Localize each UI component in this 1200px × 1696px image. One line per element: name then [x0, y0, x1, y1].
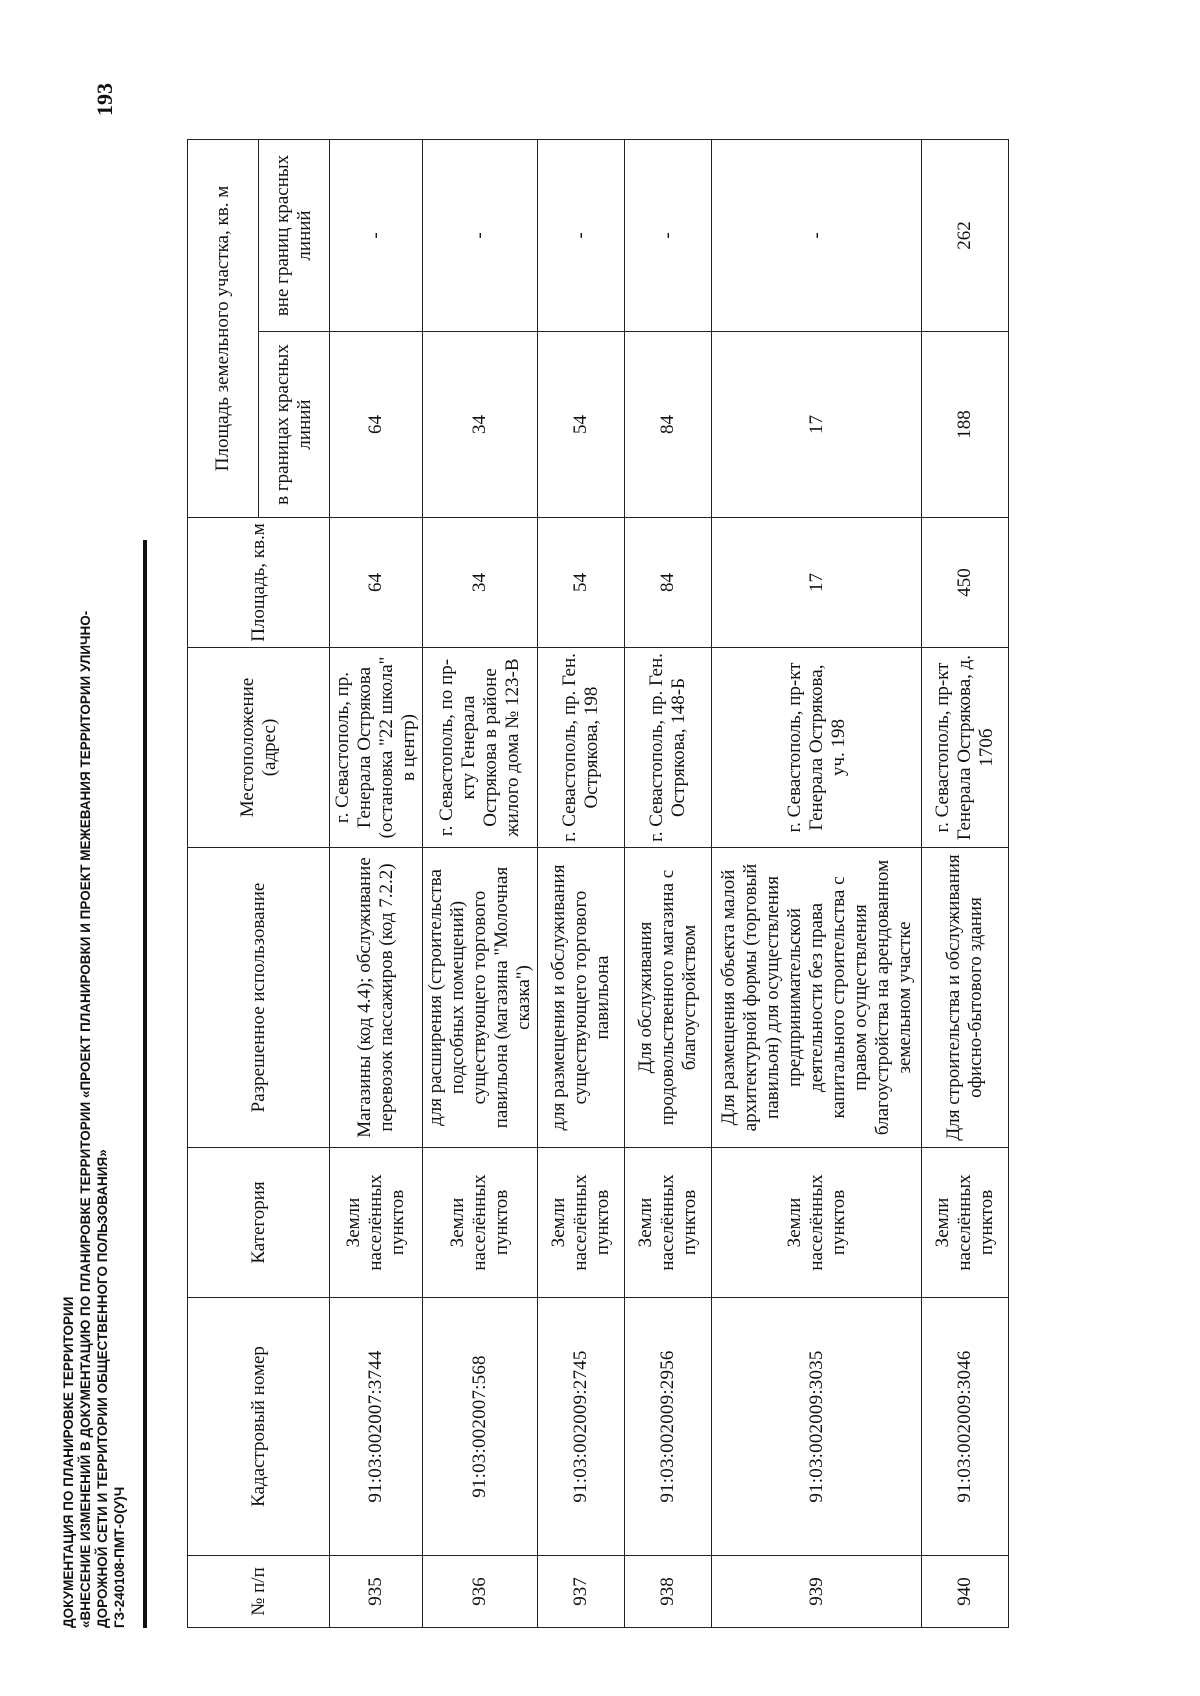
cell-use: Для строительства и обслуживания офисно-бытового здания — [922, 848, 1009, 1148]
cell-use: для размещения и обслуживания существующего торгового павильона — [538, 848, 625, 1148]
cell-category: Земли населённых пунктов — [712, 1148, 922, 1298]
cell-num: 939 — [712, 1556, 922, 1628]
cell-cadastral: 91:03:002007:3744 — [330, 1298, 423, 1556]
cell-num: 936 — [423, 1556, 538, 1628]
cell-outside: - — [330, 140, 423, 332]
header-code: ГЗ-240108-ПМТ-О(У)Ч — [112, 1486, 127, 1628]
cell-use: Для обслуживания продовольственного магазина с благоустройством — [625, 848, 712, 1148]
table-row — [330, 140, 423, 1628]
page-number: 193 — [92, 83, 117, 116]
column-header-cadastral: Кадастровый номер — [188, 1298, 330, 1556]
cell-outside: - — [423, 140, 538, 332]
table-row — [538, 140, 625, 1628]
table-body — [330, 140, 1009, 1628]
cell-location: г. Севастополь, пр. Генерала Острякова (остановка "22 школа" в центр) — [330, 648, 423, 848]
column-header-inside-red-lines: в границах красных линий — [259, 332, 330, 518]
cell-num: 940 — [922, 1556, 1009, 1628]
cell-cadastral: 91:03:002009:3046 — [922, 1298, 1009, 1556]
cell-inside: 34 — [423, 332, 538, 518]
header-line: ДОРОЖНОЙ СЕТИ И ТЕРРИТОРИИ ОБЩЕСТВЕННОГО ПОЛЬЗОВАНИЯ» — [95, 1149, 110, 1628]
table-row — [625, 140, 712, 1628]
column-header-num: № п/п — [188, 1556, 330, 1628]
cell-category: Земли населённых пунктов — [538, 1148, 625, 1298]
cell-cadastral: 91:03:002009:3035 — [712, 1298, 922, 1556]
cell-inside: 64 — [330, 332, 423, 518]
cell-category: Земли населённых пунктов — [625, 1148, 712, 1298]
header-line: ДОКУМЕНТАЦИЯ ПО ПЛАНИРОВКЕ ТЕРРИТОРИИ — [61, 1296, 76, 1628]
cell-use: Магазины (код 4.4); обслуживание перевозок пассажиров (код 7.2.2) — [330, 848, 423, 1148]
cell-use: Для размещения объекта малой архитектурной формы (торговый павильон) для осуществления предпринимательской деятельности без права капитального строительства с правом осуществления благоустройства на арендованном земельном участке — [712, 848, 922, 1148]
cell-num: 937 — [538, 1556, 625, 1628]
cell-outside: - — [538, 140, 625, 332]
cell-use: для расширения (строительства подсобных помещений) существующего торгового павильона (магазина "Молочная сказка") — [423, 848, 538, 1148]
cell-area: 450 — [922, 518, 1009, 648]
cell-inside: 84 — [625, 332, 712, 518]
header-divider — [143, 540, 147, 1628]
cell-inside: 17 — [712, 332, 922, 518]
table-row — [922, 140, 1009, 1628]
cell-area: 17 — [712, 518, 922, 648]
cell-category: Земли населённых пунктов — [330, 1148, 423, 1298]
cell-area: 34 — [423, 518, 538, 648]
cell-location: г. Севастополь, по пр-кту Генерала Острякова в районе жилого дома № 123-В — [423, 648, 538, 848]
column-header-use: Разрешенное использование — [188, 848, 330, 1148]
cell-location: г. Севастополь, пр. Ген. Острякова, 148-Б — [625, 648, 712, 848]
cell-location: г. Севастополь, пр-кт Генерала Острякова, уч. 198 — [712, 648, 922, 848]
cell-outside: - — [625, 140, 712, 332]
column-header-outside-red-lines: вне границ красных линий — [259, 140, 330, 332]
column-header-location: Местоположение (адрес) — [188, 648, 330, 848]
header-line: «ВНЕСЕНИЕ ИЗМЕНЕНИЙ В ДОКУМЕНТАЦИЮ ПО ПЛАНИРОВКЕ ТЕРРИТОРИИ «ПРОЕКТ ПЛАНИРОВКИ И ПРОЕКТ МЕЖЕВАНИЯ ТЕРРИТОРИИ УЛИЧНО- — [78, 610, 93, 1628]
document-header — [60, 228, 128, 1628]
cell-outside: 262 — [922, 140, 1009, 332]
column-header-category: Категория — [188, 1148, 330, 1298]
cell-area: 84 — [625, 518, 712, 648]
cell-category: Земли населённых пунктов — [922, 1148, 1009, 1298]
table-row — [423, 140, 538, 1628]
cell-cadastral: 91:03:002009:2745 — [538, 1298, 625, 1556]
land-plots-table — [187, 139, 1009, 1628]
cell-inside: 54 — [538, 332, 625, 518]
cell-category: Земли населённых пунктов — [423, 1148, 538, 1298]
cell-location: г. Севастополь, пр-кт Генерала Острякова, д. 170б — [922, 648, 1009, 848]
cell-area: 64 — [330, 518, 423, 648]
cell-num: 938 — [625, 1556, 712, 1628]
cell-location: г. Севастополь, пр. Ген. Острякова, 198 — [538, 648, 625, 848]
cell-inside: 188 — [922, 332, 1009, 518]
column-header-area: Площадь, кв.м — [188, 518, 330, 648]
table-header — [188, 140, 330, 1628]
column-header-land-area: Площадь земельного участка, кв. м — [188, 140, 259, 518]
cell-outside: - — [712, 140, 922, 332]
land-plots-table-container — [187, 140, 1009, 1628]
cell-num: 935 — [330, 1556, 423, 1628]
cell-area: 54 — [538, 518, 625, 648]
table-row — [712, 140, 922, 1628]
cell-cadastral: 91:03:002007:568 — [423, 1298, 538, 1556]
cell-cadastral: 91:03:002009:2956 — [625, 1298, 712, 1556]
